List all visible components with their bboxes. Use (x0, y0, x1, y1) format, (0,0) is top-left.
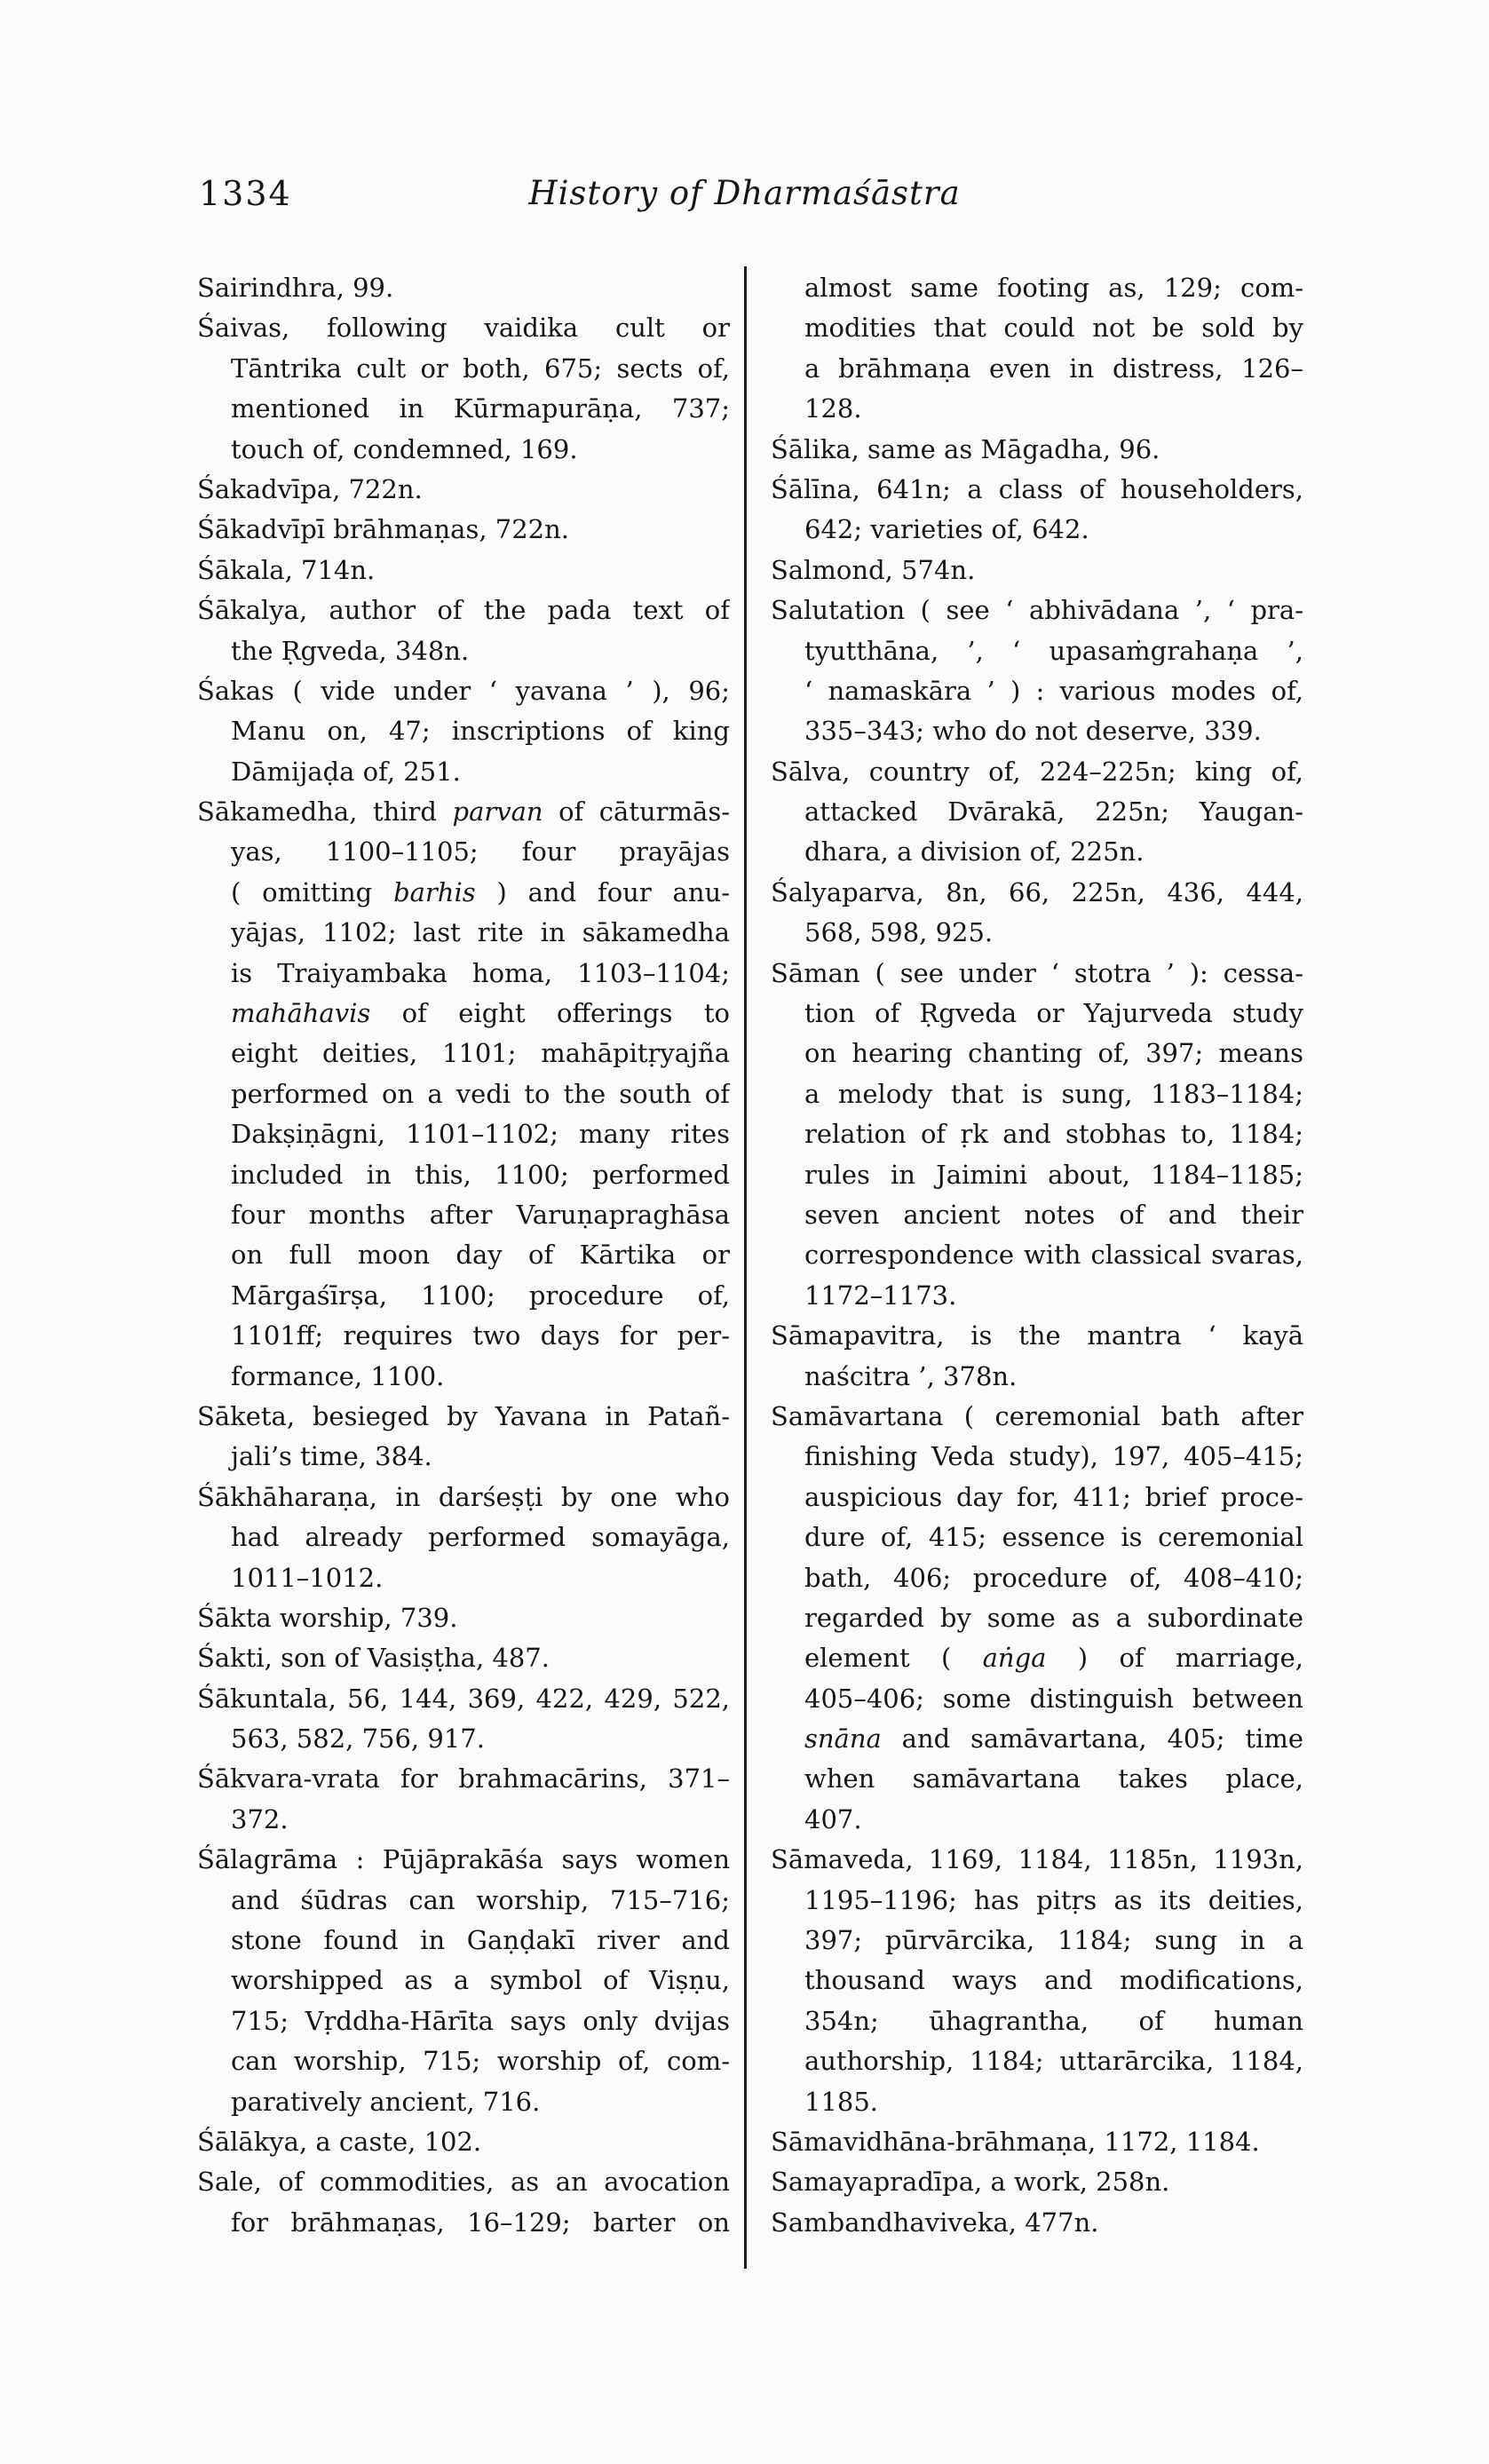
italic-term: snāna (804, 1723, 882, 1755)
index-text: relation of ṛk and stobhas to, 1184; (804, 1119, 1303, 1150)
index-line (197, 1759, 730, 1799)
index-text: included in this, 1100; performed (231, 1159, 730, 1190)
running-title: History of Dharmaśāstra (528, 174, 961, 212)
index-line (771, 2203, 1303, 2243)
index-text: yājas, 1102; last rite in sākamedha (231, 917, 730, 948)
index-text: thousand ways and modifications, (804, 1965, 1303, 1996)
index-line (231, 1034, 730, 1074)
index-line (804, 1719, 1303, 1759)
index-line (804, 1155, 1303, 1195)
index-text: Śālīna, 641n; a class of householders, (771, 473, 1303, 504)
index-line (804, 1517, 1303, 1557)
index-line (197, 551, 730, 590)
index-text: rules in Jaimini about, 1184–1185; (804, 1159, 1303, 1190)
index-text: jali’s time, 384. (231, 1441, 432, 1472)
index-line (771, 873, 1303, 913)
index-text: ‘ namaskāra ’ ) : various modes of, (804, 675, 1303, 706)
index-line (804, 1478, 1303, 1517)
index-line (231, 913, 730, 953)
index-text: almost same footing as, 129; com- (804, 273, 1303, 303)
index-text: naścitra ’, 378n. (804, 1360, 1018, 1391)
index-text: tyutthāna, ’, ‘ upasaṁgrahaṇa ’, (804, 635, 1303, 666)
index-line (804, 671, 1303, 711)
index-line (771, 2122, 1303, 2162)
index-text: and samāvartana, 405; time (881, 1723, 1303, 1755)
index-line (771, 470, 1303, 510)
index-text: Sambandhaviveka, 477n. (771, 2207, 1099, 2238)
index-text: is Traiyambaka homa, 1103–1104; (231, 957, 730, 988)
index-line (804, 631, 1303, 671)
index-line (804, 1437, 1303, 1477)
index-line (804, 2041, 1303, 2081)
index-text: 128. (804, 393, 862, 424)
index-line (231, 1961, 730, 2001)
index-text: worshipped as a symbol of Viṣṇu, (231, 1965, 730, 1996)
index-line (804, 1961, 1303, 2001)
index-text: ( omitting (231, 876, 394, 907)
index-line (804, 1638, 1303, 1678)
index-line (231, 1155, 730, 1195)
index-line (197, 308, 730, 348)
index-text: correspondence with classical svaras, (804, 1240, 1303, 1271)
index-text: 335–343; who do not deserve, 339. (804, 716, 1262, 747)
index-line (804, 792, 1303, 832)
index-line (231, 832, 730, 872)
index-text: of eight offerings to (370, 998, 730, 1029)
index-text: modities that could not be sold by (804, 313, 1303, 344)
index-line (804, 1235, 1303, 1275)
index-line (197, 1397, 730, 1437)
index-text: Sale, of commodities, as an avocation (197, 2167, 730, 2198)
index-text: regarded by some as a subordinate (804, 1602, 1303, 1633)
index-line (804, 1195, 1303, 1235)
index-line (804, 1598, 1303, 1638)
index-line (771, 1276, 1303, 1316)
index-text: stone found in Gaṇḍakī river and (231, 1925, 730, 1956)
index-text: 397; pūrvārcika, 1184; sung in a (804, 1925, 1303, 1956)
index-text: Śākalya, author of the pada text of (197, 595, 730, 626)
index-text: of cāturmās- (543, 796, 730, 828)
index-line (804, 1558, 1303, 1598)
index-line (231, 1316, 730, 1356)
italic-term: parvan (452, 796, 543, 828)
index-text: 1195–1196; has pitṛs as its deities, (804, 1884, 1303, 1915)
index-line (231, 1114, 730, 1154)
index-text: element ( (804, 1643, 983, 1674)
index-text: 568, 598, 925. (804, 917, 994, 948)
index-column-left (197, 268, 730, 2243)
index-line (197, 1357, 730, 1397)
index-text: Śakadvīpa, 722n. (197, 473, 423, 504)
index-line (197, 430, 730, 470)
index-line (804, 308, 1303, 348)
index-text: yas, 1100–1105; four prayājas (231, 836, 730, 868)
index-line (197, 1800, 730, 1840)
index-line (197, 2082, 730, 2122)
index-line (771, 590, 1303, 630)
index-text: paratively ancient, 716. (231, 2086, 541, 2117)
index-line (771, 1357, 1303, 1397)
index-text: 1185. (804, 2086, 879, 2117)
index-line (231, 994, 730, 1034)
index-text: dure of, 415; essence is ceremonial (804, 1522, 1303, 1553)
index-line (804, 994, 1303, 1034)
page-header (0, 174, 1489, 224)
index-text: tion of Ṛgveda or Yajurveda study (804, 998, 1303, 1029)
index-text: Sālva, country of, 224–225n; king of, (771, 756, 1303, 787)
index-line (231, 389, 730, 429)
index-line (231, 2041, 730, 2081)
index-text: Sāmaveda, 1169, 1184, 1185n, 1193n, (771, 1844, 1303, 1875)
index-line (231, 1921, 730, 1961)
index-line (804, 1114, 1303, 1154)
index-text: Śālika, same as Māgadha, 96. (771, 433, 1160, 464)
index-line (771, 551, 1303, 590)
index-text: 354n; ūhagrantha, of human (804, 2005, 1303, 2036)
index-text: on hearing chanting of, 397; means (804, 1038, 1303, 1069)
index-line (804, 1679, 1303, 1719)
index-line (197, 631, 730, 671)
index-line (771, 1840, 1303, 1880)
index-text: Sāman ( see under ‘ stotra ’ ): cessa- (771, 957, 1303, 988)
index-text: Sāketa, besieged by Yavana in Patañ- (197, 1400, 730, 1431)
index-text: 563, 582, 756, 917. (231, 1723, 485, 1755)
index-line (197, 792, 730, 832)
index-text: 1011–1012. (231, 1562, 384, 1593)
index-line (771, 2082, 1303, 2122)
index-line (197, 1638, 730, 1678)
index-line (197, 671, 730, 711)
index-text: authorship, 1184; uttarārcika, 1184, (804, 2046, 1303, 2077)
index-line (771, 2162, 1303, 2202)
index-column-right (771, 268, 1303, 2243)
index-line (231, 873, 730, 913)
index-text: Śālagrāma : Pūjāprakāśa says women (197, 1844, 730, 1875)
index-line (804, 2001, 1303, 2041)
index-line (197, 1840, 730, 1880)
index-text: dhara, a division of, 225n. (804, 836, 1144, 868)
index-text: Śākhāharaṇa, in darśeṣṭi by one who (197, 1481, 730, 1512)
index-text: bath, 406; procedure of, 408–410; (804, 1562, 1303, 1593)
index-text: auspicious day for, 411; brief proce- (804, 1481, 1303, 1512)
index-line (804, 349, 1303, 389)
index-line (231, 2203, 730, 2243)
index-line (231, 1881, 730, 1921)
index-text: Dakṣiṇāgni, 1101–1102; many rites (231, 1119, 730, 1150)
index-text: Dāmijaḍa of, 251. (231, 756, 461, 787)
index-text: Salmond, 574n. (771, 554, 976, 585)
index-line (771, 1800, 1303, 1840)
index-text: and śūdras can worship, 715–716; (231, 1884, 730, 1915)
index-line (197, 2122, 730, 2162)
index-line (197, 1679, 730, 1719)
index-text: Śaivas, following vaidika cult or (197, 313, 730, 344)
index-line (804, 268, 1303, 308)
index-line (771, 1316, 1303, 1356)
index-line (771, 430, 1303, 470)
index-line (197, 2162, 730, 2202)
index-text: 1172–1173. (804, 1280, 957, 1311)
index-text: 407. (804, 1803, 862, 1834)
index-text: Sāmapavitra, is the mantra ‘ kayā (771, 1320, 1303, 1351)
index-line (231, 1235, 730, 1275)
index-line (771, 389, 1303, 429)
page-number: 1334 (199, 174, 292, 213)
index-line (804, 1759, 1303, 1799)
index-text: Tāntrika cult or both, 675; sects of, (231, 353, 730, 384)
index-text: Mārgaśīrṣa, 1100; procedure of, (231, 1280, 730, 1311)
index-text: Manu on, 47; inscriptions of king (231, 716, 730, 747)
index-text: 1101ff; requires two days for per- (231, 1320, 730, 1351)
index-line (231, 2001, 730, 2041)
index-line (804, 1074, 1303, 1114)
index-line (197, 1598, 730, 1638)
index-line (197, 510, 730, 550)
index-line (231, 711, 730, 751)
index-text: 405–406; some distinguish between (804, 1683, 1303, 1714)
index-text: Śākadvīpī brāhmaṇas, 722n. (197, 514, 570, 545)
index-line (197, 470, 730, 510)
index-text: touch of, condemned, 169. (231, 433, 578, 464)
index-line (197, 268, 730, 308)
index-text: Salutation ( see ‘ abhivādana ’, ‘ pra- (771, 595, 1303, 626)
italic-term: aṅga (982, 1643, 1047, 1674)
index-text: the Ṛgveda, 348n. (231, 635, 470, 666)
index-text: ) of marriage, (1046, 1643, 1303, 1674)
index-line (771, 913, 1303, 953)
index-line (231, 1276, 730, 1316)
index-text: Śākta worship, 739. (197, 1602, 458, 1633)
index-text: Sairindhra, 99. (197, 273, 394, 303)
index-line (771, 510, 1303, 550)
index-text: formance, 1100. (231, 1360, 445, 1391)
index-text: mentioned in Kūrmapurāṇa, 737; (231, 393, 730, 424)
index-line (197, 1437, 730, 1477)
index-text: 715; Vṛddha-Hārīta says only dvijas (231, 2005, 730, 2036)
index-text: Śālākya, a caste, 102. (197, 2126, 482, 2157)
column-divider-rule (744, 266, 747, 2269)
index-text: can worship, 715; worship of, com- (231, 2046, 730, 2077)
index-text: Sākamedha, third (197, 796, 453, 828)
index-text: when samāvartana takes place, (804, 1763, 1303, 1795)
index-text: seven ancient notes of and their (804, 1199, 1303, 1230)
index-text: Samāvartana ( ceremonial bath after (771, 1400, 1303, 1431)
index-line (804, 1881, 1303, 1921)
index-line (771, 711, 1303, 751)
index-text: finishing Veda study), 197, 405–415; (804, 1441, 1303, 1472)
index-line (804, 1921, 1303, 1961)
index-text: Śakas ( vide under ‘ yavana ’ ), 96; (197, 675, 730, 706)
index-line (231, 954, 730, 994)
index-text: Śākvara-vrata for brahmacārins, 371– (197, 1763, 730, 1795)
index-text: on full moon day of Kārtika or (231, 1240, 730, 1271)
italic-term: barhis (393, 876, 476, 907)
index-text: 372. (231, 1803, 289, 1834)
index-text: 642; varieties of, 642. (804, 514, 1089, 545)
index-text: four months after Varuṇapraghāsa (231, 1199, 730, 1230)
index-line (197, 1478, 730, 1517)
index-text: Śalyaparva, 8n, 66, 225n, 436, 444, (771, 876, 1303, 907)
index-text: Sāmavidhāna-brāhmaṇa, 1172, 1184. (771, 2126, 1260, 2157)
index-line (771, 1397, 1303, 1437)
index-text: a melody that is sung, 1183–1184; (804, 1078, 1303, 1109)
index-text: Śakti, son of Vasiṣṭha, 487. (197, 1643, 550, 1674)
index-line (804, 1034, 1303, 1074)
index-line (771, 832, 1303, 872)
index-text: performed on a vedi to the south of (231, 1078, 730, 1109)
index-text: eight deities, 1101; mahāpitṛyajña (231, 1038, 730, 1069)
index-line (231, 1517, 730, 1557)
index-text: a brāhmaṇa even in distress, 126– (804, 353, 1303, 384)
index-line (197, 1558, 730, 1598)
index-line (231, 349, 730, 389)
index-text: Śākuntala, 56, 144, 369, 422, 429, 522, (197, 1683, 730, 1714)
index-line (771, 752, 1303, 792)
index-text: Samayapradīpa, a work, 258n. (771, 2167, 1170, 2198)
index-line (197, 1719, 730, 1759)
italic-term: mahāhavis (231, 998, 371, 1029)
index-line (197, 752, 730, 792)
index-text: Śākala, 714n. (197, 554, 376, 585)
index-line (231, 1195, 730, 1235)
index-line (231, 1074, 730, 1114)
index-text: attacked Dvārakā, 225n; Yaugan- (804, 796, 1303, 828)
index-line (197, 590, 730, 630)
index-text: for brāhmaṇas, 16–129; barter on (231, 2207, 730, 2238)
index-text: ) and four anu- (475, 876, 730, 907)
index-text: had already performed somayāga, (231, 1522, 730, 1553)
index-line (771, 954, 1303, 994)
